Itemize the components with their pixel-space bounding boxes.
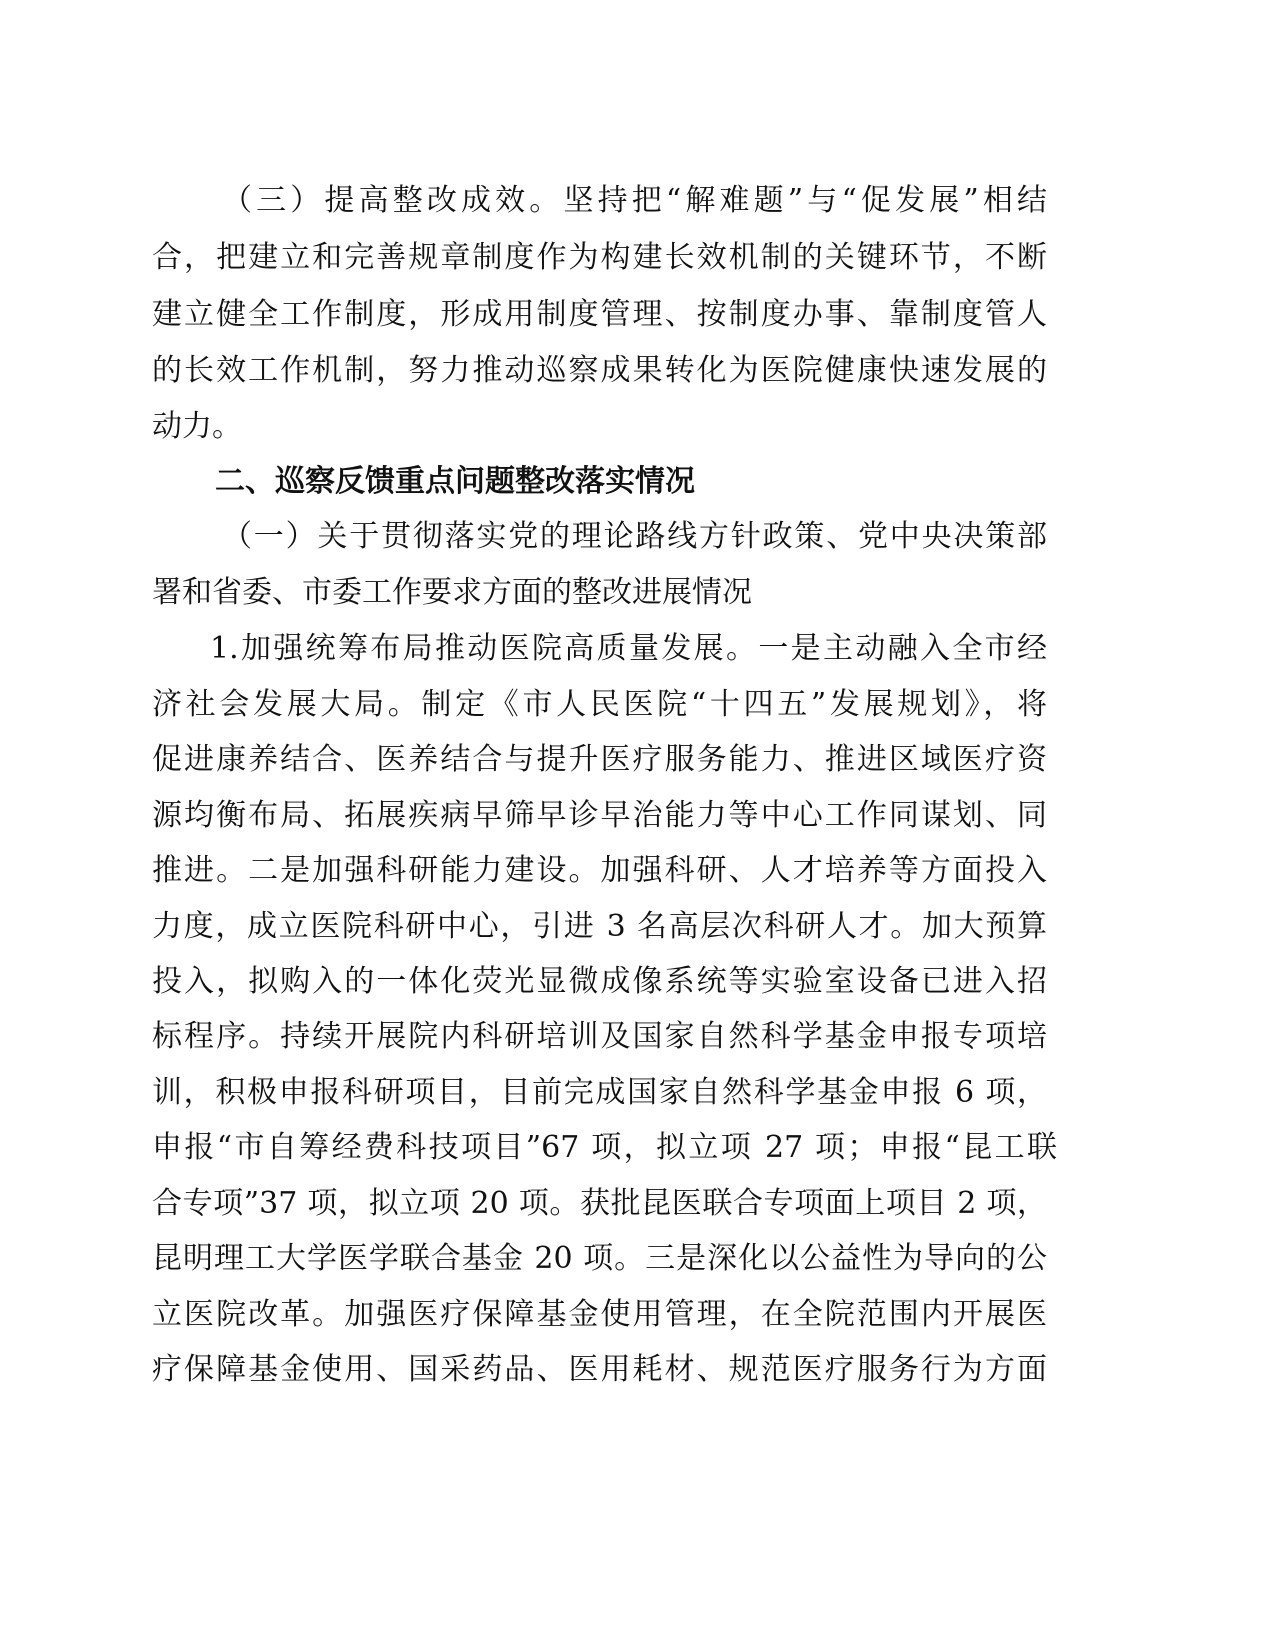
paragraph-line-15: 申报“市自筹经费科技项目”67 项，拟立项 27 项；申报“昆工联 [152, 1130, 1057, 1165]
paragraph-line-17: 昆明理工大学医学联合基金 20 项。三是深化以公益性为导向的公 [152, 1241, 1047, 1276]
paragraph-line-4: 的长效工作机制，努力推动巡察成果转化为医院健康快速发展的 [152, 353, 1047, 388]
paragraph-line-12: 投入，拟购入的一体化荧光显微成像系统等实验室设备已进入招 [152, 964, 1047, 999]
paragraph-line-14: 训，积极申报科研项目，目前完成国家自然科学基金申报 6 项， [152, 1075, 1047, 1110]
paragraph-line-13: 标程序。持续开展院内科研培训及国家自然科学基金申报专项培 [152, 1019, 1047, 1054]
paragraph-line-1: （三）提高整改成效。坚持把“解难题”与“促发展”相结 [222, 183, 1047, 218]
subheading-line-1: （一）关于贯彻落实党的理论路线方针政策、党中央决策部 [222, 519, 1047, 554]
paragraph-line-5: 动力。 [152, 409, 242, 444]
section-heading: 二、巡察反馈重点问题整改落实情况 [215, 464, 695, 499]
paragraph-line-6: 1.加强统筹布局推动医院高质量发展。一是主动融入全市经 [210, 631, 1047, 666]
paragraph-line-19: 疗保障基金使用、国采药品、医用耗材、规范医疗服务行为方面 [152, 1352, 1047, 1387]
paragraph-line-10: 推进。二是加强科研能力建设。加强科研、人才培养等方面投入 [152, 853, 1047, 888]
paragraph-line-3: 建立健全工作制度，形成用制度管理、按制度办事、靠制度管人 [152, 297, 1047, 332]
paragraph-line-9: 源均衡布局、拓展疾病早筛早诊早治能力等中心工作同谋划、同 [152, 798, 1047, 833]
paragraph-line-11: 力度，成立医院科研中心，引进 3 名高层次科研人才。加大预算 [152, 909, 1047, 944]
paragraph-line-2: 合，把建立和完善规章制度作为构建长效机制的关键环节，不断 [152, 240, 1047, 275]
paragraph-line-8: 促进康养结合、医养结合与提升医疗服务能力、推进区域医疗资 [152, 742, 1047, 777]
paragraph-line-18: 立医院改革。加强医疗保障基金使用管理，在全院范围内开展医 [152, 1297, 1047, 1332]
subheading-line-2: 署和省委、市委工作要求方面的整改进展情况 [152, 575, 752, 610]
paragraph-line-16: 合专项”37 项，拟立项 20 项。获批昆医联合专项面上项目 2 项， [152, 1186, 1047, 1221]
paragraph-line-7: 济社会发展大局。制定《市人民医院“十四五”发展规划》，将 [152, 687, 1047, 722]
